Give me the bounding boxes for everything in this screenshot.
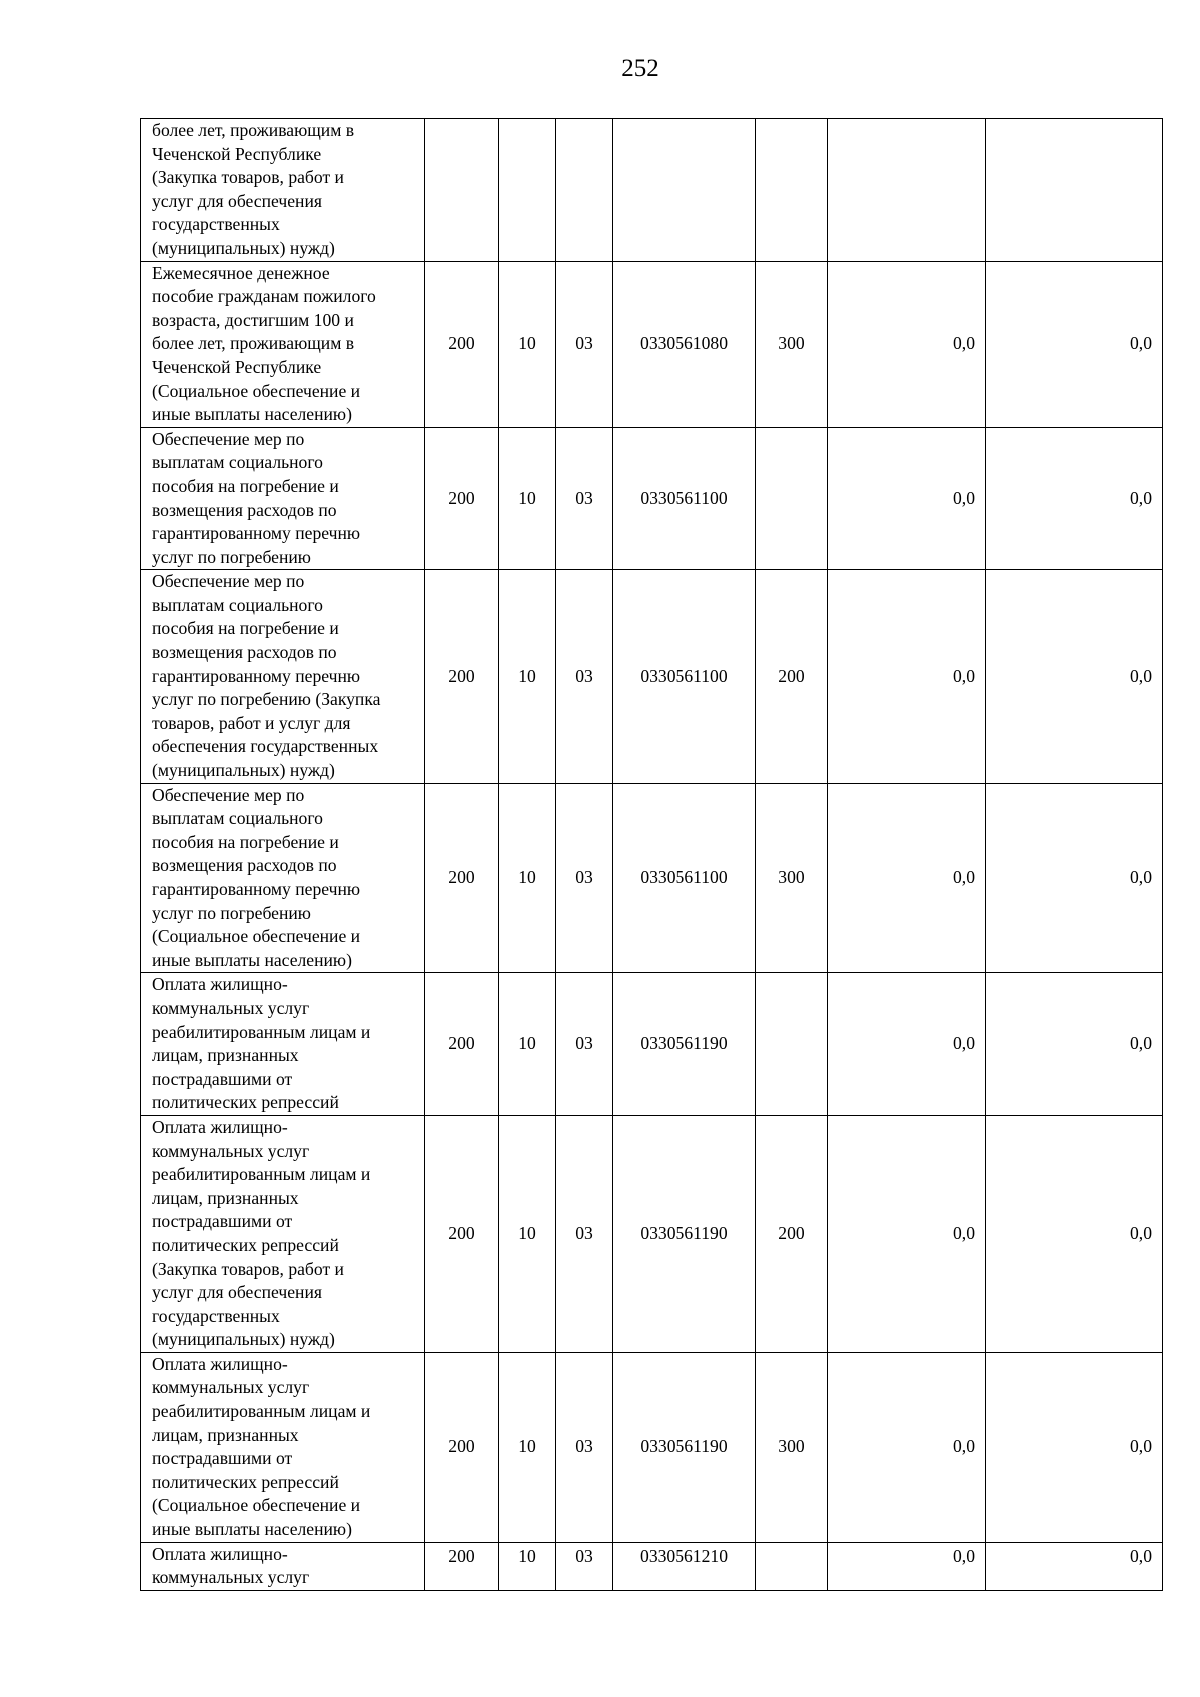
sum-1: 0,0: [828, 1542, 986, 1590]
subsection-code: 03: [556, 570, 613, 783]
section-code: 10: [499, 1542, 556, 1590]
ministry-code: 200: [425, 1542, 499, 1590]
expense-type-code: [756, 119, 828, 262]
row-description: более лет, проживающим в Чеченской Республике (Закупка товаров, работ и услуг для обеспечения государственных (муниципальных) нужд): [141, 119, 425, 262]
target-article-code: 0330561080: [613, 261, 756, 427]
subsection-code: 03: [556, 427, 613, 570]
table-row: [141, 261, 1163, 427]
section-code: 10: [499, 261, 556, 427]
sum-2: 0,0: [986, 1352, 1163, 1542]
table-row: [141, 1542, 1163, 1590]
table-row: [141, 1115, 1163, 1352]
ministry-code: 200: [425, 570, 499, 783]
row-description: Оплата жилищно- коммунальных услуг: [141, 1542, 425, 1590]
sum-2: 0,0: [986, 973, 1163, 1116]
subsection-code: 03: [556, 261, 613, 427]
row-description: Обеспечение мер по выплатам социального пособия на погребение и возмещения расходов по гарантированному перечню услуг по погребению (Социальное обеспечение и иные выплаты населению): [141, 783, 425, 973]
table-row: [141, 119, 1163, 262]
target-article-code: 0330561190: [613, 973, 756, 1116]
row-description: Обеспечение мер по выплатам социального пособия на погребение и возмещения расходов по гарантированному перечню услуг по погребению (Закупка товаров, работ и услуг для обеспечения государственных (муниципальных) нужд): [141, 570, 425, 783]
subsection-code: 03: [556, 783, 613, 973]
row-description: Обеспечение мер по выплатам социального пособия на погребение и возмещения расходов по гарантированному перечню услуг по погребению: [141, 427, 425, 570]
ministry-code: 200: [425, 1115, 499, 1352]
table-row: [141, 427, 1163, 570]
ministry-code: 200: [425, 973, 499, 1116]
row-description: Оплата жилищно- коммунальных услуг реабилитированным лицам и лицам, признанных пострадавшими от политических репрессий: [141, 973, 425, 1116]
page-number: 252: [621, 55, 659, 82]
subsection-code: 03: [556, 1352, 613, 1542]
ministry-code: 200: [425, 783, 499, 973]
section-code: 10: [499, 973, 556, 1116]
sum-1: 0,0: [828, 261, 986, 427]
expense-type-code: 200: [756, 570, 828, 783]
sum-2: 0,0: [986, 570, 1163, 783]
sum-1: 0,0: [828, 783, 986, 973]
ministry-code: 200: [425, 1352, 499, 1542]
section-code: 10: [499, 1352, 556, 1542]
section-code: 10: [499, 570, 556, 783]
sum-2: 0,0: [986, 261, 1163, 427]
row-description: Оплата жилищно- коммунальных услуг реабилитированным лицам и лицам, признанных пострадавшими от политических репрессий (Закупка товаров, работ и услуг для обеспечения государственных (муниципальных) нужд): [141, 1115, 425, 1352]
expense-type-code: 300: [756, 1352, 828, 1542]
section-code: 10: [499, 427, 556, 570]
row-description: Оплата жилищно- коммунальных услуг реабилитированным лицам и лицам, признанных пострадавшими от политических репрессий (Социальное обеспечение и иные выплаты населению): [141, 1352, 425, 1542]
sum-2: 0,0: [986, 1115, 1163, 1352]
sum-2: 0,0: [986, 427, 1163, 570]
expense-type-code: [756, 1542, 828, 1590]
expense-type-code: 300: [756, 783, 828, 973]
target-article-code: 0330561190: [613, 1352, 756, 1542]
ministry-code: 200: [425, 427, 499, 570]
ministry-code: 200: [425, 261, 499, 427]
target-article-code: 0330561100: [613, 783, 756, 973]
sum-1: 0,0: [828, 973, 986, 1116]
target-article-code: 0330561100: [613, 570, 756, 783]
sum-2: 0,0: [986, 1542, 1163, 1590]
subsection-code: 03: [556, 1115, 613, 1352]
sum-2: 0,0: [986, 783, 1163, 973]
table-row: [141, 1352, 1163, 1542]
subsection-code: 03: [556, 973, 613, 1116]
table-row: [141, 783, 1163, 973]
sum-1: [828, 119, 986, 262]
expense-type-code: [756, 973, 828, 1116]
ministry-code: [425, 119, 499, 262]
row-description: Ежемесячное денежное пособие гражданам пожилого возраста, достигшим 100 и более лет, проживающим в Чеченской Республике (Социальное обеспечение и иные выплаты населению): [141, 261, 425, 427]
section-code: 10: [499, 783, 556, 973]
expense-type-code: 200: [756, 1115, 828, 1352]
section-code: 10: [499, 1115, 556, 1352]
table-row: [141, 973, 1163, 1116]
expense-type-code: 300: [756, 261, 828, 427]
subsection-code: 03: [556, 1542, 613, 1590]
target-article-code: 0330561190: [613, 1115, 756, 1352]
budget-table: [140, 118, 1163, 1591]
target-article-code: [613, 119, 756, 262]
target-article-code: 0330561210: [613, 1542, 756, 1590]
expense-type-code: [756, 427, 828, 570]
sum-1: 0,0: [828, 1115, 986, 1352]
subsection-code: [556, 119, 613, 262]
sum-2: [986, 119, 1163, 262]
target-article-code: 0330561100: [613, 427, 756, 570]
sum-1: 0,0: [828, 427, 986, 570]
sum-1: 0,0: [828, 1352, 986, 1542]
section-code: [499, 119, 556, 262]
table-row: [141, 570, 1163, 783]
sum-1: 0,0: [828, 570, 986, 783]
